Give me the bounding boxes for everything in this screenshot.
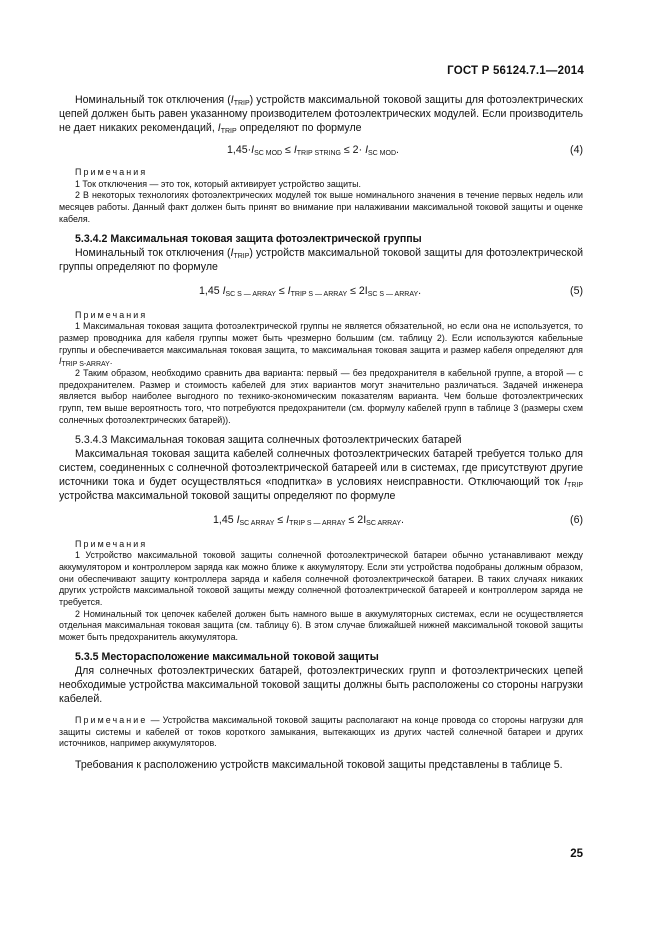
note-2-2: 2 Таким образом, необходимо сравнить два варианта: первый — без предохранителя в кабельной группе, а второй — с предохранителем. Размер и стоимость кабелей для этих вариантов могут значительно различаться. Задачей инженера является выбор наиболее выгодного по технико-экономическим показателям варианта. Чем больше фотоэлектрических групп, тем выше вероятность того, что потребуются предохранители (см. формулу кабелей групп в таблице 3 (размеры схем солнечных фотоэлектрических батарей)). — [59, 368, 583, 425]
formula-5-number: (5) — [570, 284, 583, 297]
formula-6-number: (6) — [570, 513, 583, 526]
paragraph-itrip-array: Максимальная токовая защита кабелей солнечных фотоэлектрических батарей требуется только для систем, соединенных с солнечной фотоэлектрической батареей или в системах, где присутствуют другие источники тока и будет осуществляться «подпитка» в условиях неисправности. Отключающий ток $I_{TRIP}$ устройства максимальной токовой защиты определяют по формуле — [59, 447, 583, 502]
section-number: 5.3.4.2 — [75, 232, 108, 245]
note-1-2: 2 В некоторых технологиях фотоэлектрических модулей ток выше номинального значения в течение первых недель или месяцев работы. Данный факт должен быть принят во внимание при налаживании максимальной токовой защиты и оценке кабеля. — [59, 190, 583, 224]
section-title: Максимальная токовая защита фотоэлектрической группы — [110, 232, 422, 245]
note-label: Примечание — [75, 714, 148, 725]
section-title: Месторасположение максимальной токовой защиты — [101, 650, 379, 663]
formula-5 — [59, 284, 583, 298]
note-4-text: — Устройства максимальной токовой защиты располагают на конце провода со стороны нагрузки для защиты системы и кабелей от токов короткого замыкания, вытекающих из других частей солнечной батареи и других источников, например аккумуляторов. — [59, 714, 584, 749]
paragraph-itrip-string: Номинальный ток отключения $(I_{TRIP})$ устройств максимальной токовой защиты для фотоэлектрических цепей должен быть равен указанному производителем фотоэлектрических модулей. Если производитель не дает никаких рекомендаций, $I_{TRIP}$ определяют по формуле — [59, 94, 583, 135]
notes-heading-3: Примечания — [75, 538, 148, 549]
paragraph-table-5-ref: Требования к расположению устройств максимальной токовой защиты представлены в таблице 5. — [75, 758, 563, 771]
note-4 — [59, 715, 583, 750]
page-body — [59, 93, 583, 772]
formula-4 — [59, 143, 583, 157]
formula-6-expression: 1,45 $I_{SC ARRAY} \le I_{TRIP S — ARRAY} \le 2I_{SC ARRAY}$. — [213, 513, 404, 527]
formula-4-expression: $1,45\cdot I_{SC MOD} \le I_{TRIP STRING} \le 2\cdot I_{SC MOD}$. — [227, 144, 399, 157]
note-3-1: 1 Устройство максимальной токовой защиты солнечной фотоэлектрической батареи обычно устанавливают между аккумулятором и контроллером заряда как можно ближе к аккумулятору. Если эти устройства подобраны должным образом, они обеспечивают защиту контроллера заряда и кабеля солнечной фотоэлектрической батареи. В таких случаях никаких других устройств максимальной токовой защиты между солнечной фотоэлектрической батареей и контроллером заряда не требуется. — [59, 550, 583, 608]
standard-header: ГОСТ Р 56124.7.1—2014 — [447, 65, 584, 77]
section-5-3-4-3-heading: 5.3.4.3 Максимальная токовая защита солнечных фотоэлектрических батарей — [75, 433, 462, 446]
notes-heading: Примечания — [75, 167, 148, 177]
section-number: 5.3.5 — [75, 650, 99, 663]
section-5-3-4-2-heading — [59, 232, 583, 246]
formula-6 — [59, 513, 583, 527]
note-2-1: 1 Максимальная токовая защита фотоэлектрической группы не является обязательной, но если она не используется, то размер проводника для кабеля группы может быть чрезмерно большим (см. таблицу 2). Если используются кабельные группы и обеспечивается максимальная токовая защита, то максимальная токовая защита и размер кабеля определяют для $I_{TRIP S-ARRAY}$. — [59, 321, 583, 369]
note-3-2: 2 Номинальный ток цепочек кабелей должен быть намного выше в аккумуляторных системах, если не осуществляется отдельная максимальная токовая защита (см. таблицу 6). В этом случае ближайшей нижней максимальной токовой защиты может быть предохранитель аккумулятора. — [59, 608, 583, 643]
paragraph-itrip-group: Номинальный ток отключения $(I_{TRIP})$ устройств максимальной токовой защиты для фотоэлектрической группы определяют по формуле — [59, 246, 584, 273]
section-5-3-5-heading — [59, 650, 583, 664]
note-1-1: 1 Ток отключения — это ток, который активирует устройство защиты. — [75, 178, 361, 189]
page-number: 25 — [570, 848, 583, 860]
formula-5-expression: 1,45 $I_{SC S — ARRAY} \le I_{TRIP S — ARRAY} \le 2I_{SC S — ARRAY}$. — [199, 284, 422, 298]
paragraph-location: Для солнечных фотоэлектрических батарей, фотоэлектрических групп и фотоэлектрических цепей необходимые устройства максимальной токовой защиты должны быть расположены со стороны нагрузки кабелей. — [59, 664, 583, 705]
notes-heading-2: Примечания — [75, 309, 148, 320]
formula-4-number: (4) — [570, 144, 583, 156]
